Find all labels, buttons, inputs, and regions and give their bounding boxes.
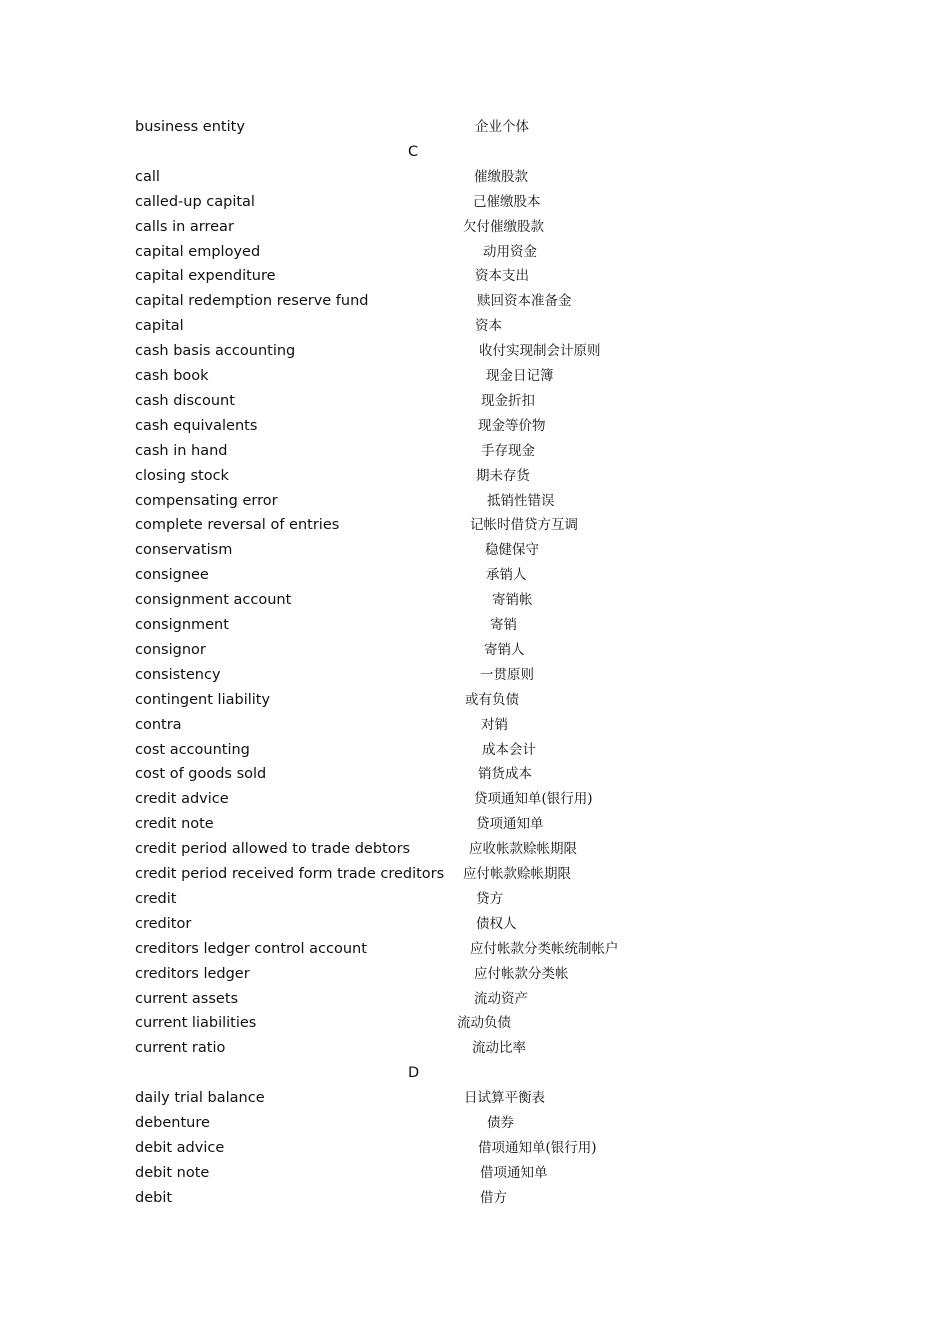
term-chinese: 应收帐款赊帐期限 bbox=[469, 841, 577, 858]
term-chinese: 应付帐款赊帐期限 bbox=[463, 866, 571, 882]
term-chinese: 抵销性错误 bbox=[487, 492, 555, 509]
term-chinese: 应付帐款分类帐 bbox=[474, 965, 569, 982]
term-english: capital bbox=[135, 318, 184, 335]
term-english: capital employed bbox=[135, 243, 261, 260]
term-chinese: 欠付催缴股款 bbox=[463, 218, 544, 235]
term-chinese: 现金折扣 bbox=[481, 392, 535, 409]
term-chinese: 贷项通知单(银行用) bbox=[474, 791, 593, 808]
term-chinese: 借项通知单(银行用) bbox=[478, 1139, 597, 1156]
section-letter: D bbox=[408, 1065, 420, 1082]
term-chinese: 销货成本 bbox=[478, 766, 532, 783]
term-chinese: 寄销 bbox=[490, 617, 517, 633]
term-chinese: 收付实现制会计原则 bbox=[479, 343, 601, 360]
term-english: consignment bbox=[135, 617, 229, 633]
term-english: creditor bbox=[135, 915, 192, 932]
term-english: daily trial balance bbox=[135, 1090, 265, 1107]
term-chinese: 己催缴股本 bbox=[473, 193, 541, 210]
term-chinese: 对销 bbox=[481, 716, 508, 733]
term-chinese: 贷项通知单 bbox=[476, 816, 544, 833]
term-chinese: 期未存货 bbox=[476, 467, 530, 484]
term-chinese: 动用资金 bbox=[483, 243, 537, 260]
term-chinese: 一贯原则 bbox=[480, 666, 534, 683]
term-chinese: 资本支出 bbox=[475, 268, 529, 285]
term-english: consignor bbox=[135, 641, 206, 658]
term-english: credit note bbox=[135, 816, 214, 833]
section-letter: C bbox=[408, 143, 419, 160]
term-english: credit period allowed to trade debtors bbox=[135, 841, 411, 858]
term-english: consignment account bbox=[135, 592, 292, 609]
term-english: credit bbox=[135, 890, 177, 907]
term-chinese: 稳健保守 bbox=[485, 542, 539, 559]
term-english: calls in arrear bbox=[135, 218, 234, 235]
term-chinese: 或有负债 bbox=[465, 691, 519, 708]
term-chinese: 债券 bbox=[487, 1115, 514, 1131]
term-chinese: 记帐时借贷方互调 bbox=[470, 517, 578, 534]
term-chinese: 企业个体 bbox=[475, 119, 529, 135]
term-chinese: 寄销人 bbox=[484, 641, 525, 658]
term-english: credit advice bbox=[135, 791, 229, 808]
term-chinese: 债权人 bbox=[476, 915, 517, 932]
term-english: complete reversal of entries bbox=[135, 517, 340, 534]
term-english: call bbox=[135, 168, 160, 185]
term-chinese: 贷方 bbox=[476, 890, 503, 907]
term-english: cash book bbox=[135, 368, 209, 384]
term-english: cash basis accounting bbox=[135, 343, 296, 360]
term-chinese: 借方 bbox=[480, 1189, 507, 1206]
term-english: debenture bbox=[135, 1115, 210, 1131]
term-english: capital expenditure bbox=[135, 268, 276, 285]
term-english: cash in hand bbox=[135, 442, 228, 459]
term-chinese: 手存现金 bbox=[481, 442, 535, 459]
term-english: business entity bbox=[135, 119, 245, 135]
term-english: cash equivalents bbox=[135, 417, 258, 434]
term-chinese: 应付帐款分类帐统制帐户 bbox=[470, 940, 619, 957]
term-english: cash discount bbox=[135, 392, 235, 409]
term-chinese: 赎回资本准备金 bbox=[477, 293, 572, 310]
term-english: current assets bbox=[135, 990, 239, 1007]
term-chinese: 流动资产 bbox=[474, 990, 528, 1007]
term-english: cost accounting bbox=[135, 741, 250, 758]
term-chinese: 现金日记簿 bbox=[486, 368, 554, 384]
term-english: credit period received form trade creditors bbox=[135, 866, 445, 882]
term-english: cost of goods sold bbox=[135, 766, 267, 783]
term-english: conservatism bbox=[135, 542, 233, 559]
term-english: debit note bbox=[135, 1164, 210, 1181]
term-chinese: 现金等价物 bbox=[478, 417, 546, 434]
term-english: consignee bbox=[135, 567, 209, 584]
term-english: compensating error bbox=[135, 492, 278, 509]
term-chinese: 流动比率 bbox=[472, 1040, 526, 1057]
term-chinese: 寄销帐 bbox=[492, 592, 533, 609]
term-chinese: 借项通知单 bbox=[480, 1164, 548, 1181]
term-chinese: 资本 bbox=[475, 318, 502, 335]
term-chinese: 日试算平衡表 bbox=[464, 1090, 545, 1107]
term-english: current ratio bbox=[135, 1040, 226, 1057]
term-chinese: 流动负债 bbox=[457, 1015, 511, 1032]
term-english: creditors ledger control account bbox=[135, 940, 367, 957]
term-chinese: 成本会计 bbox=[482, 741, 536, 758]
term-english: contingent liability bbox=[135, 691, 271, 708]
term-english: capital redemption reserve fund bbox=[135, 293, 369, 310]
term-english: consistency bbox=[135, 666, 221, 683]
term-english: debit bbox=[135, 1189, 173, 1206]
term-english: creditors ledger bbox=[135, 965, 250, 982]
term-chinese: 催缴股款 bbox=[474, 168, 528, 185]
term-english: closing stock bbox=[135, 467, 229, 484]
term-english: called-up capital bbox=[135, 193, 255, 210]
term-english: current liabilities bbox=[135, 1015, 257, 1032]
term-english: debit advice bbox=[135, 1139, 225, 1156]
term-chinese: 承销人 bbox=[486, 567, 527, 584]
term-english: contra bbox=[135, 716, 182, 733]
